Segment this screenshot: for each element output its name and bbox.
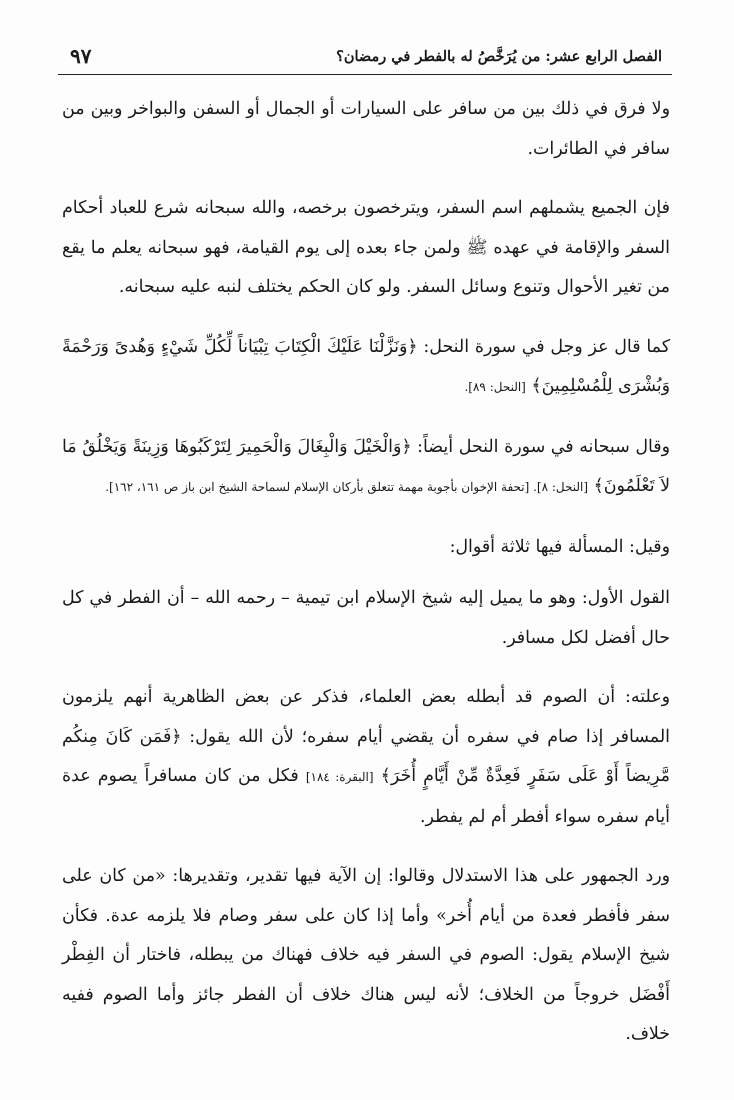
paragraph [62, 579, 670, 658]
paragraph [62, 528, 670, 568]
citation: [النحل: ٨]. [تحفة الإخوان بأجوبة مهمة تتعلق بأركان الإسلام لسماحة الشيخ ابن باز ص ١٦١، ١٦٢]. [105, 480, 589, 494]
paragraph-text: وقيل: المسألة فيها ثلاثة أقوال: [449, 536, 670, 557]
paragraph-text: وعلته: أن الصوم قد أبطله بعض العلماء، فذكر عن بعض الظاهرية أنهم يلزمون المسافر إذا صام في سفره أن يقضي أيام سفره؛ لأن الله يقول: ﴿فَمَن كَانَ مِنكُم مَّرِيضاً أَوْ عَلَى سَفَرٍ فَعِدَّةٌ مِّنْ أَيَّامٍ أُخَرَ﴾ [62, 687, 670, 786]
paragraph [62, 857, 670, 1055]
page-number: ٩٧ [70, 44, 92, 68]
paragraph [62, 428, 670, 508]
paragraph-text: ورد الجمهور على هذا الاستدلال وقالوا: إن الآية فيها تقدير، وتقديرها: «من كان على سفر فأفطر فعدة من أيام أُخر» وأما إذا كان على سفر وصام فلا يلزمه عدة. فكأن شيخ الإسلام يقول: الصوم في السفر فيه خلاف فهناك من يبطله، فاختار أن الفِطْر أَفْضَل خروجاً من الخلاف؛ لأنه ليس هناك خلاف أن الفطر جائز وأما الصوم ففيه خلاف. [62, 866, 670, 1044]
paragraph [62, 189, 670, 308]
citation: [البقرة: ١٨٤] [305, 770, 374, 784]
paragraph-text: فإن الجميع يشملهم اسم السفر، ويترخصون برخصه، والله سبحانه شرع للعباد أحكام السفر والإقامة في عهده ﷺ ولمن جاء بعده إلى يوم القيامة، فهو سبحانه يعلم ما يقع من تغير الأحوال وتنوع وسائل السفر. ولو كان الحكم يختلف لنبه عليه سبحانه. [62, 198, 670, 297]
paragraph-text: القول الأول: وهو ما يميل إليه شيخ الإسلام ابن تيمية – رحمه الله – أن الفطر في كل حال أفضل لكل مسافر. [62, 588, 670, 648]
citation: [النحل: ٨٩]. [464, 380, 526, 394]
paragraph-text: ولا فرق في ذلك بين من سافر على السيارات أو الجمال أو السفن والبواخر وبين من سافر في الطائرات. [62, 99, 670, 159]
page-header [58, 40, 672, 75]
paragraph-text-continued: فكل من كان مسافراً يصوم عدة أيام سفره سواء أفطر أم لم يفطر. [62, 766, 670, 827]
running-title: الفصل الرابع عشر: من يُرَخَّصُ له بالفطر في رمضان؟ [336, 48, 662, 65]
page-body [62, 90, 670, 1075]
paragraph [62, 90, 670, 169]
paragraph-text: كما قال عز وجل في سورة النحل: ﴿وَنَزَّلْنَا عَلَيْكَ الْكِتَابَ تِبْيَاناً لِّكُلِّ شَيْءٍ وَهُدىً وَرَحْمَةً وَبُشْرَى لِلْمُسْلِمِينَ﴾ [62, 336, 670, 396]
paragraph [62, 328, 670, 408]
paragraph [62, 678, 670, 837]
paragraph-text: وقال سبحانه في سورة النحل أيضاً: ﴿وَالْخَيْلَ وَالْبِغَالَ وَالْحَمِيرَ لِتَرْكَبُوهَا وَزِينَةً وَيَخْلُقُ مَا لاَ تَعْلَمُونَ﴾ [62, 436, 670, 496]
